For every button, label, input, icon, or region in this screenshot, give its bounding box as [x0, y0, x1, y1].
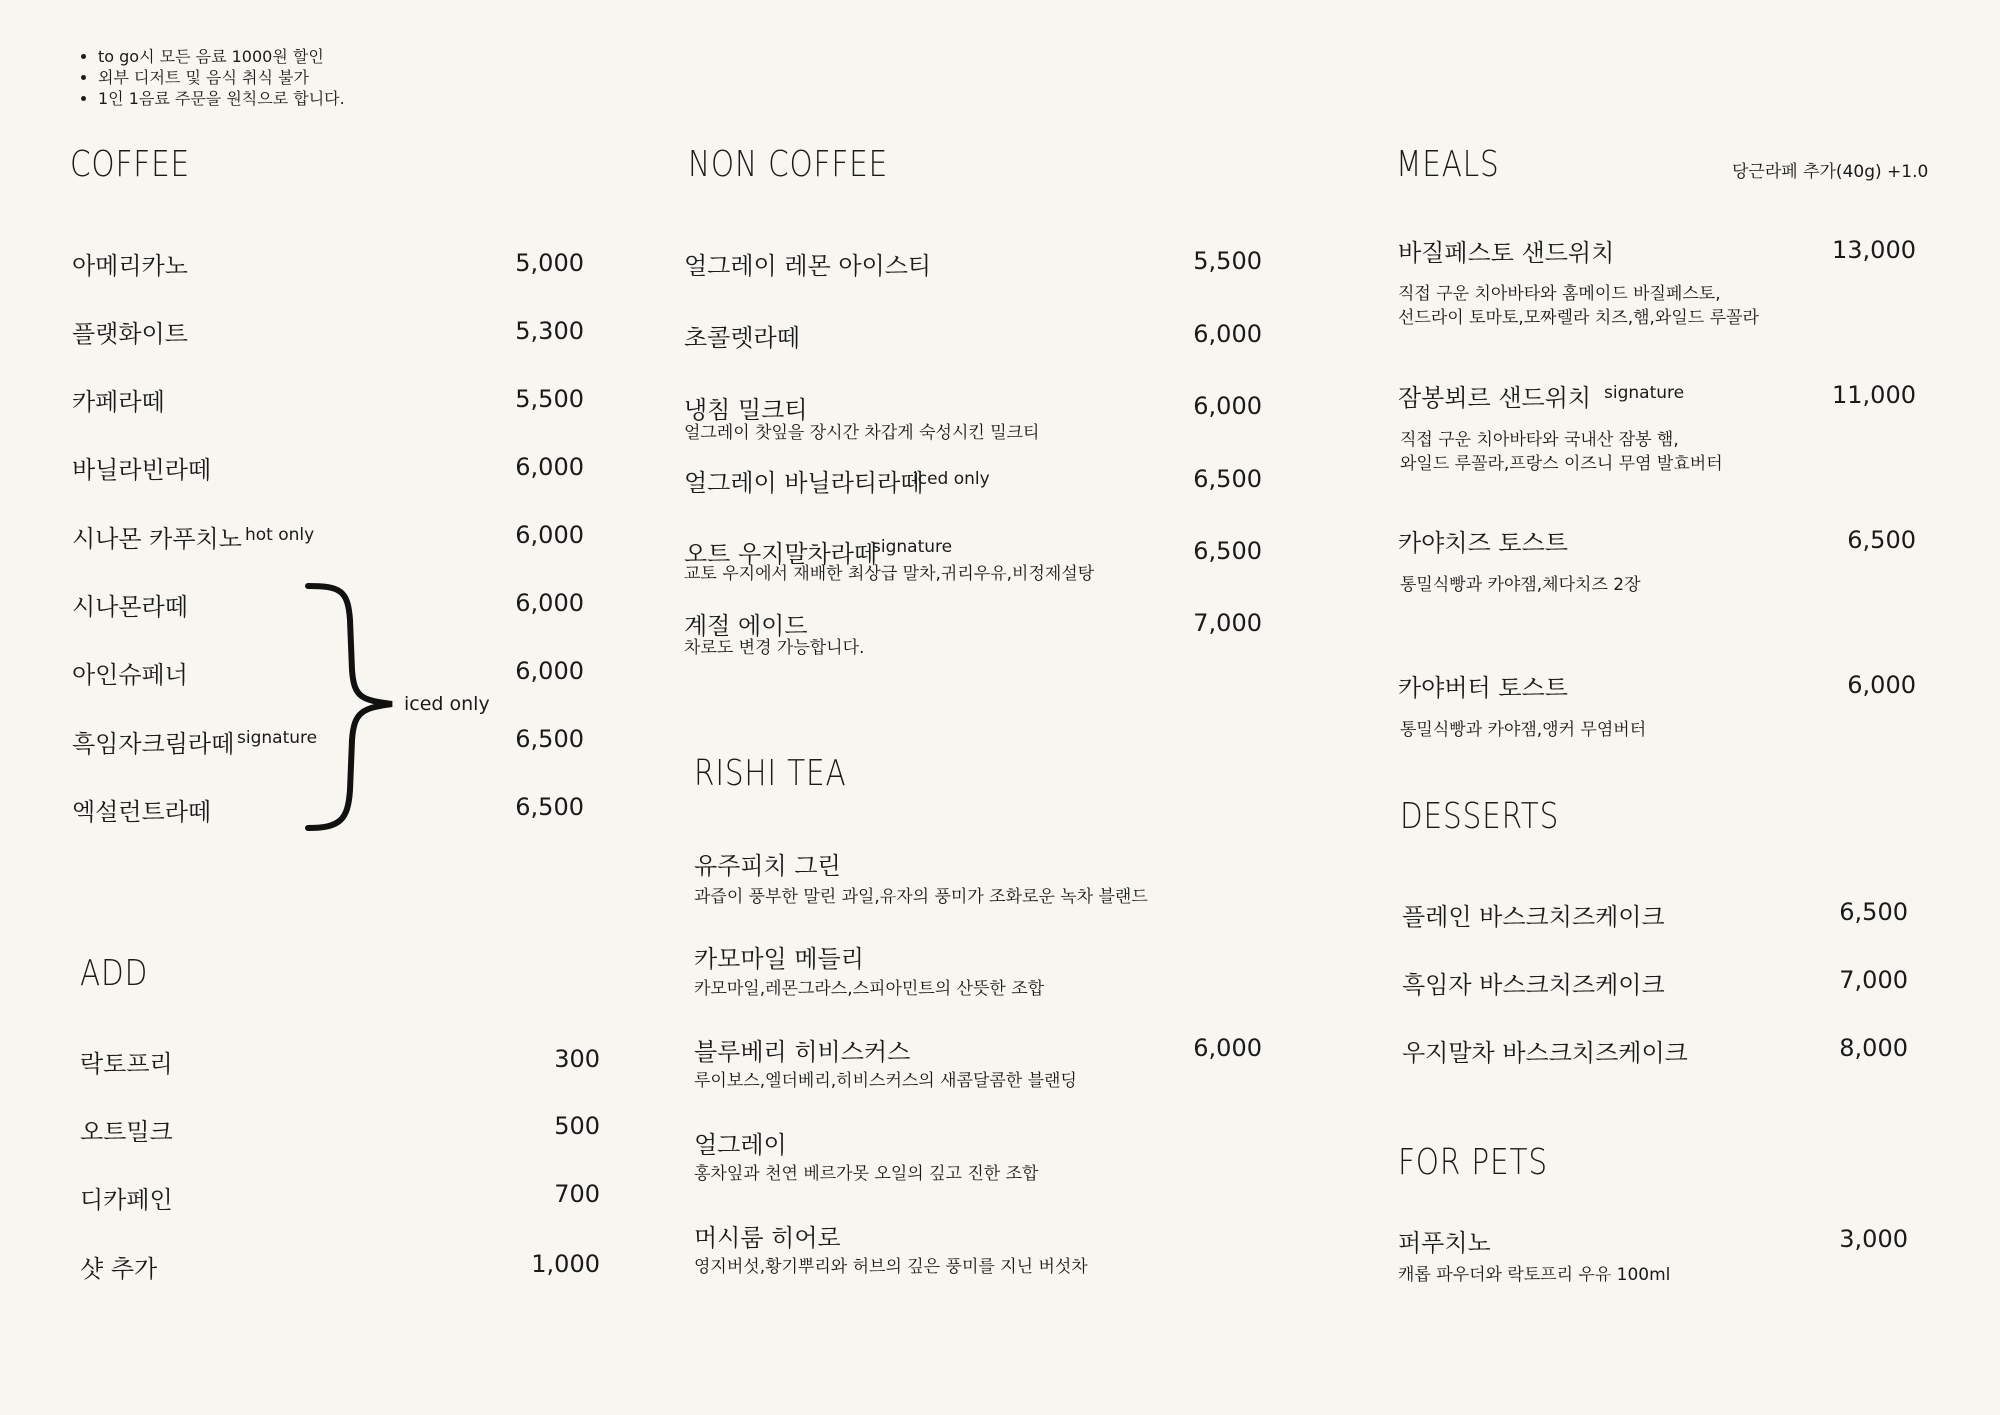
tea-item-name: 카모마일 메들리: [694, 945, 864, 973]
non-coffee-item-price: 6,500: [1193, 537, 1262, 565]
meals-heading: MEALS: [1396, 144, 1500, 185]
coffee-item-tag: hot only: [245, 525, 315, 545]
non-coffee-item-desc: 차로도 변경 가능합니다.: [684, 638, 865, 658]
add-item-name: 샷 추가: [80, 1255, 158, 1283]
dessert-item-name: 플레인 바스크치즈케이크: [1402, 903, 1665, 931]
desserts-heading: DESSERTS: [1400, 796, 1560, 837]
tea-item-desc: 홍차잎과 천연 베르가못 오일의 깊고 진한 조합: [694, 1164, 1039, 1184]
dessert-item-name: 흑임자 바스크치즈케이크: [1402, 971, 1665, 999]
coffee-item-price: 6,000: [515, 453, 584, 481]
coffee-item-name: 바닐라빈라떼: [72, 456, 212, 484]
non-coffee-item-desc: 교토 우지에서 재배한 최상급 말차,귀리우유,비정제설탕: [684, 564, 1095, 584]
tea-item-desc: 과즙이 풍부한 말린 과일,유자의 풍미가 조화로운 녹차 블랜드: [694, 887, 1148, 907]
non-coffee-item-name: 계절 에이드: [684, 612, 808, 640]
coffee-item-name: 엑설런트라떼: [72, 798, 212, 826]
meal-item-name: 잠봉뵈르 샌드위치: [1398, 384, 1592, 412]
non-coffee-item-price: 6,000: [1193, 320, 1262, 348]
meal-item-desc: 직접 구운 치아바타와 홈메이드 바질페스토,: [1398, 284, 1721, 304]
non-coffee-item-name: 초콜렛라떼: [684, 324, 800, 352]
add-item-price: 500: [554, 1112, 600, 1140]
non-coffee-item-name: 냉침 밀크티: [684, 396, 808, 424]
add-item-name: 오트밀크: [80, 1118, 173, 1146]
coffee-item-name: 플랫화이트: [72, 320, 188, 348]
non-coffee-item-price: 7,000: [1193, 609, 1262, 637]
meal-item-price: 11,000: [1832, 381, 1916, 409]
non-coffee-item-name: 얼그레이 바닐라티라떼: [684, 469, 924, 497]
dessert-item-name: 우지말차 바스크치즈케이크: [1402, 1039, 1688, 1067]
dessert-item-price: 8,000: [1839, 1034, 1908, 1062]
coffee-item-name: 시나몬라떼: [72, 593, 188, 621]
note-item: • 1인 1음료 주문을 원칙으로 합니다.: [98, 88, 345, 109]
add-item-price: 1,000: [531, 1250, 600, 1278]
non-coffee-item-name: 얼그레이 레몬 아이스티: [684, 252, 932, 280]
coffee-item-price: 6,500: [515, 725, 584, 753]
meal-item-name: 카야치즈 토스트: [1398, 529, 1568, 557]
non-coffee-item-desc: 얼그레이 찻잎을 장시간 차갑게 숙성시킨 밀크티: [684, 423, 1040, 443]
non-coffee-item-price: 6,000: [1193, 392, 1262, 420]
non-coffee-item-name: 오트 우지말차라떼: [684, 540, 878, 568]
tea-item-name: 유주피치 그린: [694, 852, 841, 880]
meal-item-desc: 선드라이 토마토,모짜렐라 치즈,햄,와일드 루꼴라: [1398, 308, 1759, 328]
coffee-item-name: 흑임자크림라떼: [72, 730, 235, 758]
pet-item-desc: 캐롭 파우더와 락토프리 우유 100ml: [1398, 1265, 1671, 1285]
coffee-item-price: 5,300: [515, 317, 584, 345]
meal-item-desc: 통밀식빵과 카야잼,체다치즈 2장: [1400, 575, 1641, 595]
tea-item-name: 블루베리 히비스커스: [694, 1038, 911, 1066]
meals-addon-note: 당근라페 추가(40g) +1.0: [1732, 162, 1929, 182]
coffee-item-name: 아인슈페너: [72, 661, 188, 689]
non-coffee-item-tag: signature: [872, 537, 953, 557]
pet-item-price: 3,000: [1839, 1225, 1908, 1253]
tea-item-name: 머시룸 히어로: [694, 1224, 841, 1252]
coffee-item-price: 6,000: [515, 657, 584, 685]
add-item-name: 디카페인: [80, 1186, 173, 1214]
meal-item-desc: 직접 구운 치아바타와 국내산 잠봉 햄,: [1400, 430, 1679, 450]
tea-price: 6,000: [1193, 1034, 1262, 1062]
meal-item-name: 카야버터 토스트: [1398, 674, 1568, 702]
curly-brace-icon: [300, 580, 400, 836]
house-rules: [76, 46, 345, 109]
coffee-item-tag: signature: [237, 728, 318, 748]
add-item-name: 락토프리: [80, 1050, 173, 1078]
add-item-price: 300: [554, 1045, 600, 1073]
meal-item-name: 바질페스토 샌드위치: [1398, 239, 1615, 267]
tea-item-name: 얼그레이: [694, 1131, 787, 1159]
non-coffee-item-tag: iced only: [913, 469, 990, 489]
meal-item-desc: 와일드 루꼴라,프랑스 이즈니 무염 발효버터: [1400, 454, 1723, 474]
meal-item-price: 6,500: [1847, 526, 1916, 554]
add-heading: ADD: [80, 953, 149, 994]
coffee-item-name: 카페라떼: [72, 388, 165, 416]
non-coffee-item-price: 5,500: [1193, 247, 1262, 275]
meal-item-tag: signature: [1604, 383, 1685, 403]
dessert-item-price: 6,500: [1839, 898, 1908, 926]
iced-only-label: iced only: [404, 693, 490, 715]
coffee-item-name: 아메리카노: [72, 252, 188, 280]
coffee-item-price: 5,500: [515, 385, 584, 413]
non-coffee-item-price: 6,500: [1193, 465, 1262, 493]
coffee-item-price: 6,000: [515, 589, 584, 617]
pets-heading: FOR PETS: [1398, 1142, 1548, 1183]
meal-item-price: 13,000: [1832, 236, 1916, 264]
tea-item-desc: 루이보스,엘더베리,히비스커스의 새콤달콤한 블랜딩: [694, 1071, 1077, 1091]
coffee-item-name: 시나몬 카푸치노: [72, 525, 242, 553]
meal-item-desc: 통밀식빵과 카야잼,앵커 무염버터: [1400, 720, 1647, 740]
tea-item-desc: 카모마일,레몬그라스,스피아민트의 산뜻한 조합: [694, 979, 1045, 999]
tea-item-desc: 영지버섯,황기뿌리와 허브의 깊은 풍미를 지닌 버섯차: [694, 1257, 1088, 1277]
add-item-price: 700: [554, 1180, 600, 1208]
coffee-heading: COFFEE: [70, 144, 191, 185]
note-item: • to go시 모든 음료 1000원 할인: [98, 46, 345, 67]
coffee-item-price: 6,500: [515, 793, 584, 821]
coffee-item-price: 5,000: [515, 249, 584, 277]
note-item: • 외부 디저트 및 음식 취식 불가: [98, 67, 345, 88]
rishi-tea-heading: RISHI TEA: [694, 753, 847, 794]
meal-item-price: 6,000: [1847, 671, 1916, 699]
pet-item-name: 퍼푸치노: [1398, 1229, 1491, 1257]
non-coffee-heading: NON COFFEE: [688, 144, 889, 185]
coffee-item-price: 6,000: [515, 521, 584, 549]
dessert-item-price: 7,000: [1839, 966, 1908, 994]
